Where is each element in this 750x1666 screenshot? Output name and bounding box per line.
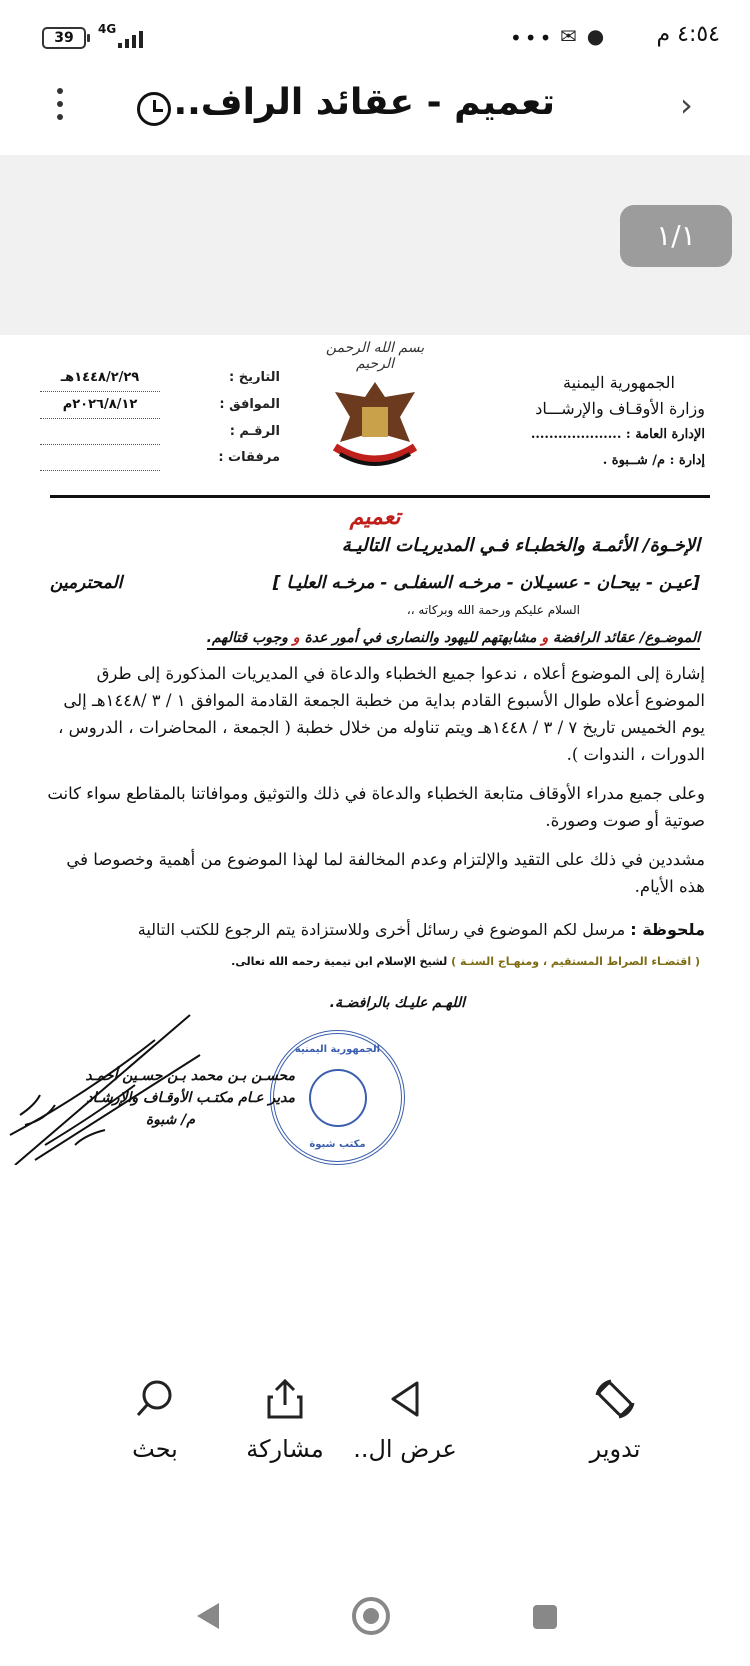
rotate-label: تدوير bbox=[589, 1435, 641, 1463]
note-label: ملحوظة : bbox=[630, 920, 705, 939]
bottom-toolbar bbox=[0, 1365, 750, 1485]
letterhead-left bbox=[40, 365, 280, 471]
search-icon bbox=[133, 1377, 177, 1421]
date-value: ١٤٤٨/٢/٢٩هـ bbox=[40, 365, 160, 392]
share-icon bbox=[263, 1377, 307, 1421]
nav-back-icon[interactable] bbox=[197, 1603, 219, 1629]
handwritten-signature bbox=[5, 995, 225, 1165]
network-type: 4G bbox=[98, 22, 117, 36]
body-paragraph: إشارة إلى الموضوع أعلاه ، ندعوا جميع الخطباء والدعاة في المديريات المذكورة إلى طرق الموضوع أعلاه طوال الأسبوع القادم بداية من خطبة الجمعة القادمة الموافق ١ / ٣ /١٤٤٨هـ إلى يوم الخميس تاريخ ٧ / ٣ / ١٤٤٨هـ ويتم تناوله من خلال خطبة ( الجمعة ، المحاضرات ، الدروس ، الدورات ، الندوات ). bbox=[58, 664, 705, 764]
share-label: مشاركة bbox=[246, 1435, 324, 1463]
view-mode-button[interactable] bbox=[340, 1377, 470, 1463]
letterhead-office: إدارة : م/ شــبوة . bbox=[602, 453, 705, 468]
yemen-emblem-icon bbox=[320, 340, 430, 460]
letterhead-ministry: وزارة الأوقـاف والإرشـــاد bbox=[535, 399, 705, 418]
view-mode-label: عرض ال.. bbox=[353, 1435, 457, 1463]
play-icon bbox=[383, 1377, 427, 1421]
system-nav-bar bbox=[0, 1580, 750, 1666]
reference-number-label: الرقـم : bbox=[229, 424, 280, 439]
stamp-text-top: الجمهورية اليمنية bbox=[294, 1044, 381, 1055]
stamp-emblem-icon bbox=[309, 1069, 367, 1127]
battery-indicator: 39 bbox=[42, 27, 86, 49]
addressees: الإخـوة/ الأئمـة والخطبـاء فـي المديريـات التاليـة bbox=[341, 535, 700, 556]
overflow-notifications-icon: ••• bbox=[510, 26, 555, 50]
honorific: المحترمين bbox=[50, 573, 123, 593]
subject-line bbox=[207, 630, 700, 650]
corresponding-date-label: الموافق : bbox=[219, 397, 280, 412]
districts-row bbox=[50, 573, 700, 593]
share-button[interactable] bbox=[220, 1377, 350, 1463]
subject-part-1: الموضـوع/ عقائد الرافضة bbox=[553, 630, 700, 646]
reference-number-value bbox=[40, 419, 160, 445]
letterhead-country: الجمهورية اليمنية bbox=[562, 373, 675, 392]
nav-home-icon[interactable] bbox=[352, 1597, 390, 1635]
subject-and-1: و bbox=[536, 630, 554, 646]
app-bar bbox=[0, 60, 750, 155]
body-paragraph: مشددين في ذلك على التقيد والإلتزام وعدم المخالفة لما لهذا الموضوع من أهمية وخصوصا في هذه الأيام. bbox=[66, 850, 705, 896]
subject-and-2: و bbox=[287, 630, 305, 646]
books-author: لشيخ الإسلام ابن تيمية رحمه الله تعالى. bbox=[231, 955, 452, 968]
attachments-label: مرفقات : bbox=[218, 450, 280, 465]
signatory-title: مدير عـام مكتـب الأوقـاف والإرشـاد bbox=[86, 1090, 295, 1106]
subject-part-3: وجوب قتالهم. bbox=[206, 630, 288, 646]
clock-icon[interactable] bbox=[137, 92, 171, 126]
notification-icons bbox=[560, 24, 604, 48]
bismillah: بسم الله الرحمن الرحيم bbox=[325, 340, 425, 372]
signatory-name: محسـن بـن محمد بـن حسـين أحمـد bbox=[85, 1068, 295, 1084]
attachments-value bbox=[40, 445, 160, 471]
stamp-text-bottom: مكتب شبوة bbox=[309, 1139, 366, 1150]
books-titles: ( اقتضـاء الصراط المستقيم ، ومنهـاج السنـة ) bbox=[451, 955, 700, 968]
body-paragraph: وعلى جميع مدراء الأوقاف متابعة الخطباء والدعاة في ذلك والتوثيق وموافاتنا بالمقاطع سواء كانت صوتية أو صوت وصورة. bbox=[47, 784, 705, 830]
corresponding-date-value: ٢٠٢٦/٨/١٢م bbox=[40, 392, 160, 419]
date-label: التاريخ : bbox=[229, 370, 280, 385]
closing-prayer: اللهـم عليـك بالرافضـة. bbox=[329, 995, 465, 1011]
letterhead-right bbox=[445, 370, 705, 474]
note-line bbox=[45, 920, 705, 939]
chat-icon: ● bbox=[586, 24, 605, 48]
greeting: السلام عليكم ورحمة الله وبركاته ،، bbox=[406, 603, 580, 617]
subject-part-2: مشابهتهم لليهود والنصارى في أمور عدة bbox=[304, 630, 537, 646]
signatory-office: م/ شبوة bbox=[145, 1112, 195, 1128]
memo-body bbox=[45, 660, 705, 912]
letterhead-directorate: الإدارة العامة : .................... bbox=[530, 427, 705, 442]
page-title: تعميم - عقائد الراف.. bbox=[173, 82, 555, 123]
page-indicator: ١/١ bbox=[620, 205, 732, 267]
status-bar bbox=[0, 0, 750, 60]
search-button[interactable] bbox=[90, 1377, 220, 1463]
memo-title: تعميم bbox=[349, 505, 401, 530]
clock-time: ٤:٥٤ م bbox=[656, 22, 720, 47]
search-label: بحث bbox=[132, 1435, 178, 1463]
districts-list: [عيـن - بيحـان - عسيـلان - مرخـه السفلـى - مرخـه العليـا ] bbox=[272, 573, 700, 593]
header-divider bbox=[50, 495, 710, 498]
nav-recents-icon[interactable] bbox=[533, 1605, 557, 1629]
chevron-right-icon[interactable]: › bbox=[680, 86, 693, 124]
rotate-icon bbox=[593, 1377, 637, 1421]
signal-icon bbox=[118, 28, 143, 48]
rotate-button[interactable] bbox=[550, 1377, 680, 1463]
books-reference bbox=[231, 955, 700, 968]
notification-icon: ✉ bbox=[560, 24, 577, 48]
more-vertical-icon[interactable] bbox=[55, 88, 65, 128]
document-page bbox=[0, 335, 750, 1425]
note-text: مرسل لكم الموضوع في رسائل أخرى وللاستزادة يتم الرجوع للكتب التالية bbox=[137, 920, 631, 939]
